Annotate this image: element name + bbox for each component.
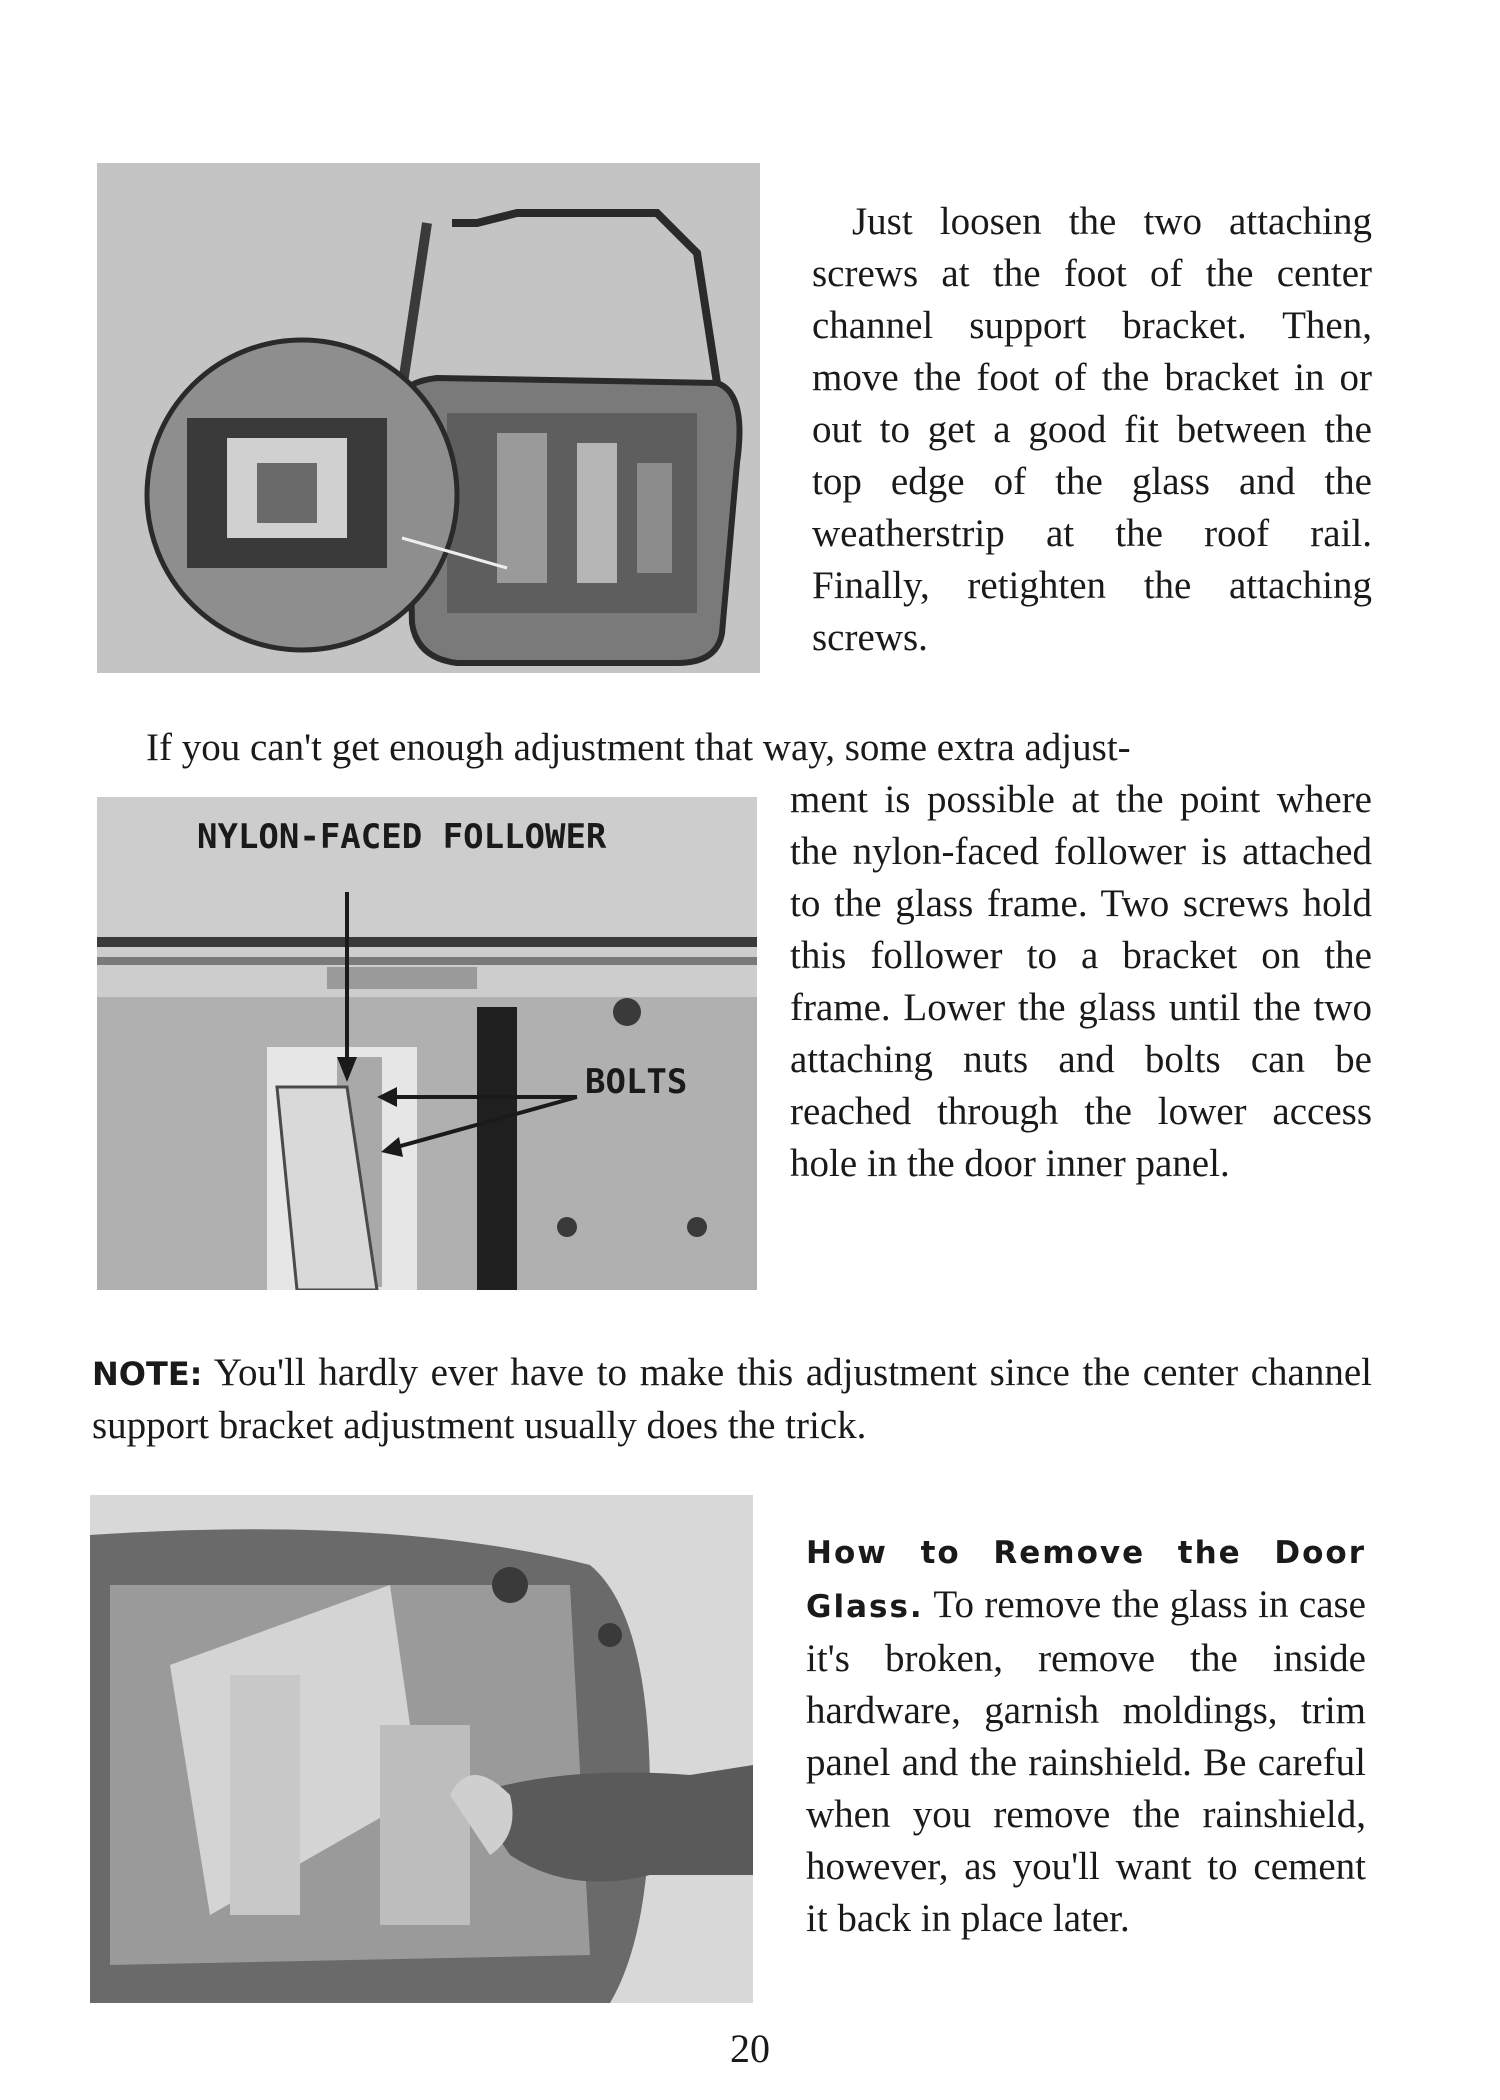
remove-door-glass-heading: How to Remove the Door Glass. <box>806 1535 1366 1625</box>
follower-illustration <box>97 797 757 1290</box>
nylon-faced-follower-label: NYLON-FACED FOLLOWER <box>197 817 607 857</box>
extra-adjustment-line1 <box>146 722 1372 774</box>
extra-adjustment-text: ment is possible at the point where the nylon-faced follower is attached to the glass frame. Two screws hold this follower to a bracket on the frame. Lower the glass until the two attaching nuts and bolts can be reached through the lower access hole in the door inner panel. <box>790 778 1372 1185</box>
bolts-label: BOLTS <box>585 1062 688 1102</box>
extra-adjustment-line1-text: If you can't get enough adjustment that way, some extra adjust- <box>146 726 1131 769</box>
bracket-adjustment-paragraph <box>812 196 1372 664</box>
remove-door-glass-paragraph <box>806 1525 1366 1945</box>
follower-photo <box>97 797 757 1290</box>
page-number: 20 <box>730 2026 770 2071</box>
door-bracket-illustration <box>97 163 760 673</box>
glass-removal-illustration <box>90 1495 753 2003</box>
extra-adjustment-paragraph <box>790 774 1372 1190</box>
door-bracket-photo <box>97 163 760 673</box>
note-paragraph <box>92 1347 1372 1452</box>
remove-door-glass-text: To remove the glass in case it's broken, remove the inside hardware, garnish moldings, trim panel and the rainshield. Be careful when you remove the rainshield, however, as you'll want to cement it back in place later. <box>806 1583 1366 1940</box>
glass-removal-photo <box>90 1495 753 2003</box>
bracket-adjustment-text: Just loosen the two attaching screws at the foot of the center channel support bracket. Then, move the foot of the bracket in or out to get a good fit between the top edge of the glass and the weatherstrip at the roof rail. Finally, retighten the attaching screws. <box>812 200 1372 659</box>
note-text: You'll hardly ever have to make this adjustment since the center channel support bracket adjustment usually does the trick. <box>92 1351 1372 1447</box>
note-label: NOTE: <box>92 1355 203 1393</box>
